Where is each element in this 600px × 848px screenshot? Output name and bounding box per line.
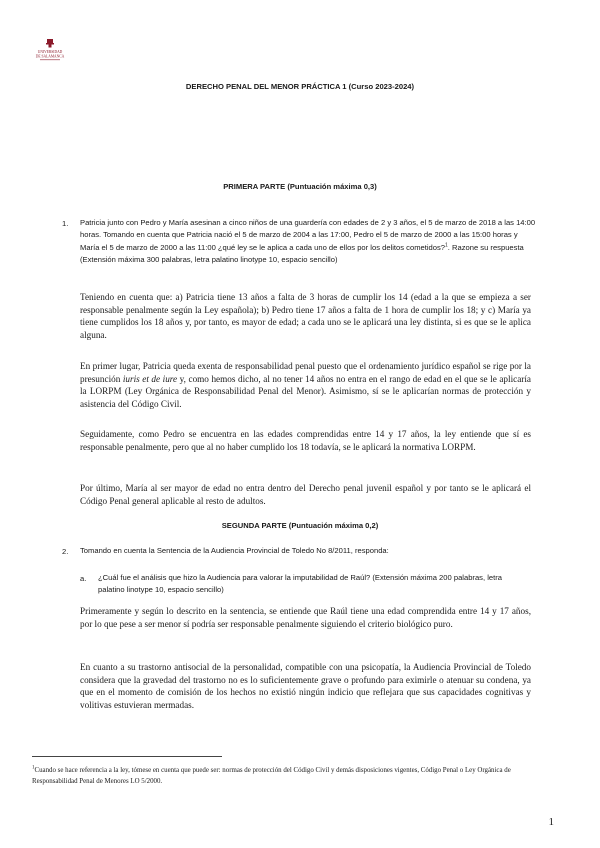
part2-title: SEGUNDA PARTE (Puntuación máxima 0,2)	[221, 521, 379, 530]
answer-1-paragraph-4: Por último, María al ser mayor de edad no entra dentro del Derecho penal juvenil español y por tanto se le aplicará el Código Penal general aplicable al resto de adultos.	[80, 483, 531, 506]
page-number: 1	[548, 816, 554, 828]
question-2-text: Tomando en cuenta la Sentencia de la Audiencia Provincial de Toledo No 8/2011, responda:	[80, 546, 389, 555]
question-1-text: Patricia junto con Pedro y María asesinan a cinco niños de una guardería con edades de 2 y 3 años, el 5 de marzo de 2018 a las 14:00 horas. Tomando en cuenta que Patricia nació el 5 de marzo de 2004 a las 17:00, Pedro el 5 de marzo de 2000 a las 15:00 horas y María el 5 de marzo de 2000 a las 11:00 ¿qué ley se le aplica a cada uno de ellos por los delitos cometidos?$^1$. Razone su respuesta (Extensión máxima 300 palabras, letra palatino linotype 10, espacio sencillo)	[80, 218, 536, 264]
footnote-1: $^1$Cuando se hace referencia a la ley, tómese en cuenta que puede ser: normas de protección del Código Civil y demás disposiciones vigentes, Código Penal o Ley Orgánica de Responsabilidad Penal de Menores LO 5/2000.	[32, 765, 511, 785]
footnote-separator	[32, 756, 222, 757]
part1-title: PRIMERA PARTE (Puntuación máxima 0,3)	[223, 182, 377, 191]
question-2a-letter: a.	[80, 574, 87, 583]
answer-1-paragraph-3: Seguidamente, como Pedro se encuentra en las edades comprendidas entre 14 y 17 años, la ley entiende que sí es responsable penalmente, pero que al no haber cumplido los 18 todavía, se le aplicará la normativa LORPM.	[80, 429, 531, 452]
answer-1-paragraph-2: En primer lugar, Patricia queda exenta de responsabilidad penal puesto que el ordenamiento jurídico español se rige por la presunción iuris et de iure y, como hemos dicho, al no tener 14 años no entra en el rango de edad en el que se le aplicaría la LORPM (Ley Orgánica de Responsabilidad Penal del Menor). Asimismo, sí se le aplicarían normas de protección y asistencia del Código Civil.	[80, 361, 531, 409]
question-2-number: 2.	[62, 547, 69, 556]
university-crest-icon	[46, 39, 54, 48]
footnote-ref[interactable]: 1	[445, 242, 448, 249]
question-1-number: 1.	[62, 219, 69, 228]
university-logo	[34, 38, 66, 64]
question-2a-text: ¿Cuál fue el análisis que hizo la Audiencia para valorar la imputabilidad de Raúl? (Extensión máxima 200 palabras, letra palatino linotype 10, espacio sencillo)	[98, 573, 502, 595]
answer-2-paragraph-1: Primeramente y según lo descrito en la sentencia, se entiende que Raúl tiene una edad comprendida entre 14 y 17 años, por lo que pese a ser menor sí podría ser responsable penalmente siguiendo el criterio biológico puro.	[80, 606, 531, 629]
document-title: DERECHO PENAL DEL MENOR PRÁCTICA 1 (Curso 2023-2024)	[185, 82, 415, 91]
answer-2-paragraph-2: En cuanto a su trastorno antisocial de la personalidad, compatible con una psicopatía, la Audiencia Provincial de Toledo considera que la gravedad del trastorno no es lo suficientemente grave o profundo para eximirle o atenuar su condena, ya que en el momento de comisión de los hechos no existió ningún indicio que reflejara que sus capacidades cognitivas y volitivas estuvieran mermadas.	[80, 662, 531, 710]
logo-line-2: DE SALAMANCA	[35, 54, 65, 59]
logo-line-1: UNIVERSIDAD	[37, 50, 63, 54]
answer-1-paragraph-1: Teniendo en cuenta que: a) Patricia tiene 13 años a falta de 3 horas de cumplir los 14 (edad a la que se empieza a ser responsable penalmente según la Ley española); b) Pedro tiene 17 años a falta de 1 hora de cumplir los 18; y c) María ya tiene cumplidos los 18 años y, por tanto, es mayor de edad; a cada uno se le aplicará una ley distinta, si es que se le aplica alguna.	[80, 292, 531, 340]
